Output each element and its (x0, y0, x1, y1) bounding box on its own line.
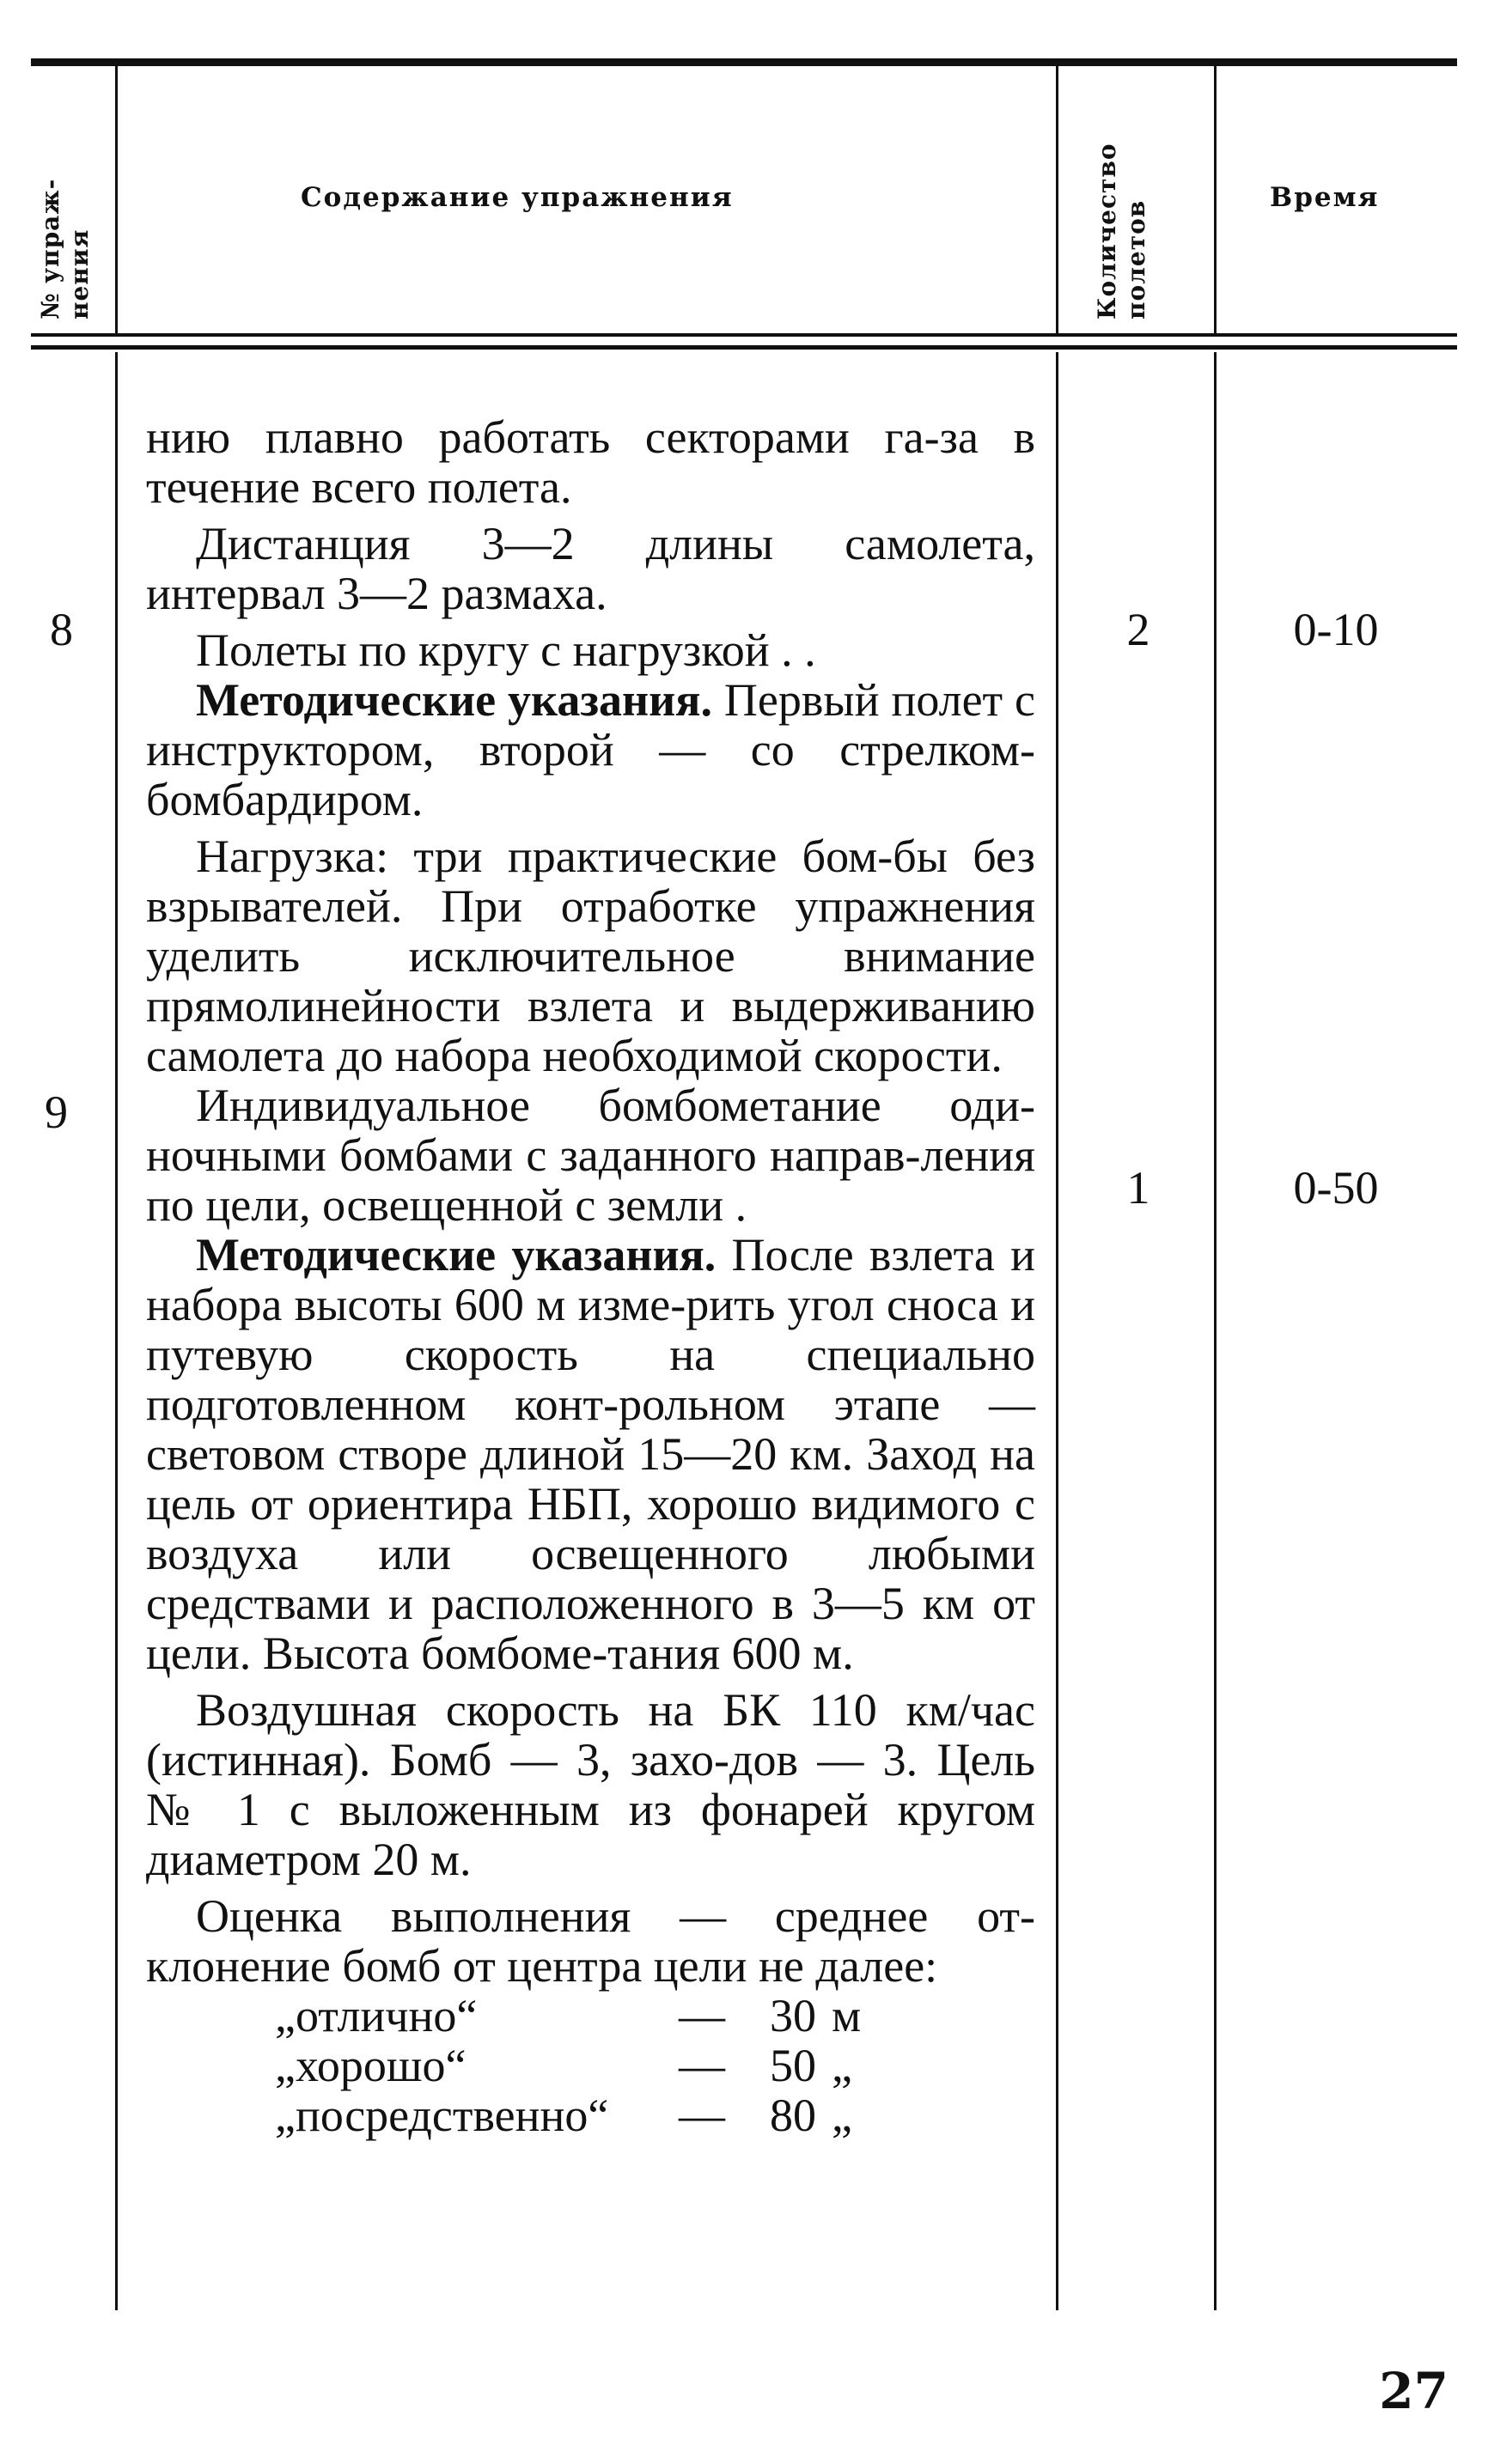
content-paragraph-4 (146, 675, 1035, 824)
header-col-number-line2: нения (65, 228, 94, 319)
row-9-flights: 1 (1126, 1162, 1150, 1214)
row-9-time: 0-50 (1293, 1162, 1379, 1214)
content-paragraph-8: Воздушная скорость на БК 110 км/час (истинная). Бомб — 3, захо-дов — 3. Цель № 1 с выложенным из фонарей кругом диаметром 20 м. (146, 1684, 1035, 1885)
row-9-number: 9 (45, 1086, 68, 1138)
header-col-time: Время (1270, 182, 1380, 213)
grade-dash: — (679, 2040, 725, 2091)
content-paragraph-5: Нагрузка: три практические бом-бы без взрывателей. При отработке упражнения уделить исключительное внимание прямолинейности взлета и выдерживанию самолета до набора необходимой скорости. (146, 830, 1035, 1081)
header-divider-2 (1056, 66, 1058, 334)
content-paragraph-7-bold: Методические указания. (196, 1229, 717, 1281)
content-paragraph-2: Дистанция 3—2 длины самолета, интервал 3—2 размаха. (146, 518, 1035, 619)
body-divider-1 (115, 352, 118, 2310)
grade-unit: „ (832, 2040, 852, 2091)
header-bottom-rule-2 (31, 345, 1457, 350)
page-number: 27 (1379, 2362, 1448, 2420)
grade-item-excellent (275, 1991, 1035, 2041)
header-divider-3 (1214, 66, 1217, 334)
grade-value: 80 (770, 2090, 816, 2141)
exercise-content (146, 412, 1035, 2140)
row-8-number: 8 (50, 604, 73, 655)
grade-list (275, 1991, 1035, 2140)
header-col-number-line1: № упраж- (36, 178, 64, 319)
content-paragraph-7-rest: После взлета и набора высоты 600 м изме-рить угол сноса и путевую скорость на специально подготовленном конт-рольном этапе — световом створе длиной 15—20 км. Заход на цель от ориентира НБП, хорошо видимого с воздуха или освещенного любыми средствами и расположенного в 3—5 км от цели. Высота бомбоме-тания 600 м. (146, 1229, 1035, 1679)
grade-item-satisfactory (275, 2090, 1035, 2140)
row-8-time: 0-10 (1293, 604, 1379, 655)
header-col-content: Содержание упражнения (301, 182, 734, 213)
header-bottom-rule-1 (31, 333, 1457, 337)
content-paragraph-4-bold: Методические указания. (196, 674, 712, 726)
header-col-flights-line1: Количество (1093, 143, 1121, 319)
content-paragraph-6: Индивидуальное бомбометание оди-ночными бомбами с заданного направ-ления по цели, освещенной с земли . (146, 1080, 1035, 1231)
row-8-flights: 2 (1126, 604, 1150, 655)
header-divider-1 (115, 66, 118, 334)
body-divider-2 (1056, 352, 1058, 2310)
grade-label: „отлично“ (275, 1990, 478, 2041)
grade-label: „хорошо“ (275, 2040, 467, 2091)
content-paragraph-9: Оценка выполнения — среднее от-клонение бомб от центра цели не далее: (146, 1890, 1035, 1992)
grade-label: „посредственно“ (275, 2090, 609, 2141)
top-rule-thick (31, 58, 1457, 66)
grade-dash: — (679, 2090, 725, 2141)
content-paragraph-4-rest: Первый полет с инструктором, второй — со стрелком-бомбардиром. (146, 674, 1036, 825)
content-paragraph-1: нию плавно работать секторами га-за в течение всего полета. (146, 411, 1035, 513)
content-paragraph-7 (146, 1230, 1035, 1678)
grade-value: 50 (770, 2040, 816, 2091)
content-paragraph-3: Полеты по кругу с нагрузкой . . (196, 624, 816, 676)
grade-dash: — (679, 1990, 725, 2041)
grade-unit: „ (832, 2090, 852, 2141)
body-divider-3 (1214, 352, 1217, 2310)
grade-value: 30 (770, 1990, 816, 2041)
grade-item-good (275, 2041, 1035, 2090)
header-col-flights-line2: полетов (1122, 199, 1150, 319)
grade-unit: м (832, 1990, 862, 2041)
